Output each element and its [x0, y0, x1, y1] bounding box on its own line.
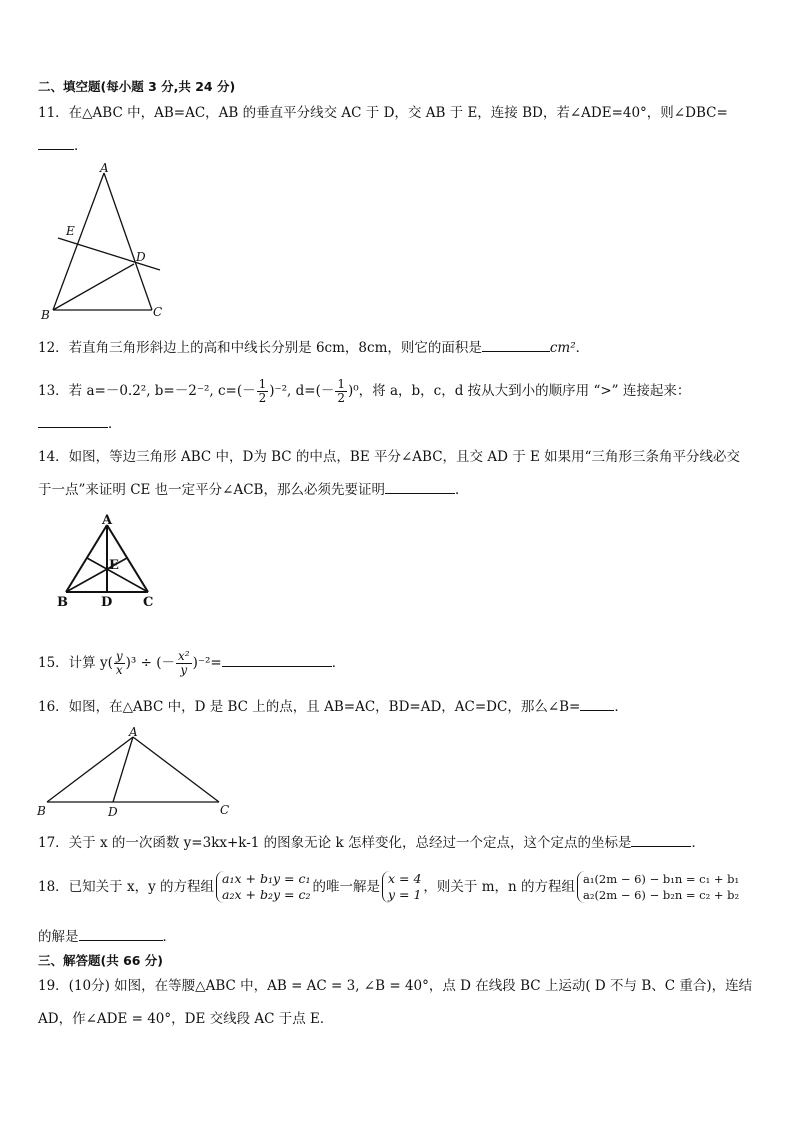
q15-prefix: 15．计算 y( [38, 655, 113, 671]
q18-mid2: ，则关于 m，n 的方程组 [423, 879, 575, 895]
q15-fraction-2: $\frac{\text{x²}}{y}$ [178, 649, 190, 677]
question-14-line2 [38, 480, 468, 499]
q16-answer-blank[interactable] [580, 697, 614, 711]
q12-answer-blank[interactable] [482, 338, 550, 352]
question-12 [38, 338, 589, 357]
q17-end: ． [691, 835, 705, 851]
q14-end: ． [454, 482, 469, 498]
q11-answer-blank[interactable] [38, 136, 74, 150]
q14-label-c: C [143, 595, 154, 610]
q18-system-1: a₁x + b₁y = c₁ a₂x + b₂y = c₂ [216, 871, 310, 903]
q13-mid2: )⁰，将 a，b，c，d 按从大到小的顺序用 “>” 连接起来： [348, 383, 691, 399]
question-18-answer [38, 927, 176, 946]
question-13 [38, 378, 690, 405]
q16-end: ． [614, 699, 628, 715]
q15-mid: )³ ÷ (－ [125, 655, 175, 671]
section-title-solve: 三、解答题(共 66 分) [38, 953, 164, 968]
question-18 [38, 868, 741, 906]
q11-label-c: C [153, 305, 163, 319]
q14-label-a: A [102, 513, 113, 528]
q18-system-2: a₁(2m − 6) − b₁n = c₁ + b₁ a₂(2m − 6) − b₂n = c₂ + b₂ [577, 871, 739, 903]
q13-answer-blank[interactable] [38, 414, 108, 428]
q18-mid1: 的唯一解是 [312, 879, 380, 895]
question-19-line2: AD，作∠ADE = 40°，DE 交线段 AC 于点 E． [38, 1011, 334, 1027]
q14-label-e: E [109, 558, 119, 573]
q14-label-b: B [57, 595, 68, 610]
question-11-text [38, 104, 728, 122]
q18-solution: x = 4 y = 1 [382, 871, 421, 903]
q17-text: 17．关于 x 的一次函数 y=3kx+k-1 的图象无论 k 怎样变化，总经过一个定点，这个定点的坐标是 [38, 835, 632, 851]
section-title-fill-in: 二、填空题(每小题 3 分,共 24 分) [38, 79, 236, 94]
question-15 [38, 650, 345, 677]
q16-label-a: A [129, 725, 138, 739]
q11-figure [35, 160, 165, 325]
q18-answer-blank[interactable] [79, 927, 163, 941]
question-17 [38, 833, 705, 852]
q12-text: 12．若直角三角形斜边上的高和中线长分别是 6cm，8cm，则它的面积是 [38, 340, 482, 356]
q13-fraction-d: $\frac{1}{2}$ [337, 377, 345, 405]
question-16 [38, 697, 628, 716]
question-19-line1: 19．(10分) 如图，在等腰△ABC 中，AB = AC = 3, ∠B = 40°，点 D 在线段 BC 上运动( D 不与 B、C 重合)，连结 [38, 978, 753, 994]
q18-end: ． [162, 929, 176, 945]
q15-suffix: )⁻²= [192, 655, 222, 671]
question-13-answer [38, 414, 122, 433]
q11-end: ． [74, 138, 88, 154]
question-14-line1: 14．如图，等边三角形 ABC 中，D为 BC 的中点，BE 平分∠ABC，且交 AD 于 E 如果用“三角形三条角平分线必交 [38, 449, 741, 465]
question-11-answer [38, 136, 88, 155]
q12-unit: cm² [549, 340, 576, 356]
q13-mid1: )⁻², d=(－ [269, 383, 335, 399]
q13-end: ． [108, 416, 122, 432]
q11-label-b: B [41, 308, 50, 322]
q12-end: ． [575, 340, 590, 356]
q14-answer-blank[interactable] [385, 480, 455, 494]
q14-figure [50, 510, 160, 610]
q17-answer-blank[interactable] [631, 833, 691, 847]
q14-label-d: D [101, 595, 113, 610]
q11-label-a: A [100, 161, 109, 175]
q16-label-d: D [108, 805, 118, 819]
q11-label-d: D [136, 250, 146, 264]
q14-line2-text: 于一点”来证明 CE 也一定平分∠ACB，那么必须先要证明 [38, 482, 385, 498]
q11-text: 11．在△ABC 中，AB=AC，AB 的垂直平分线交 AC 于 D，交 AB 于 E，连接 BD，若∠ADE=40°，则∠DBC= [38, 105, 728, 121]
q15-answer-blank[interactable] [222, 653, 332, 667]
q18-prefix: 18．已知关于 x，y 的方程组 [38, 879, 215, 895]
q16-text: 16．如图，在△ABC 中，D 是 BC 上的点，且 AB=AC，BD=AD，AC=DC，那么∠B= [38, 699, 581, 715]
q15-end: ． [331, 655, 346, 671]
q11-label-e: E [66, 224, 75, 238]
q16-label-c: C [220, 803, 230, 817]
q16-figure [30, 722, 240, 820]
q16-label-b: B [37, 804, 46, 818]
q18-line2: 的解是 [38, 929, 79, 945]
q15-fraction-1: $\frac{y}{x}$ [115, 649, 123, 677]
q13-prefix: 13．若 a=－0.2², b=－2⁻², c=(－ [38, 383, 256, 399]
q13-fraction-c: $\frac{1}{2}$ [258, 377, 267, 405]
